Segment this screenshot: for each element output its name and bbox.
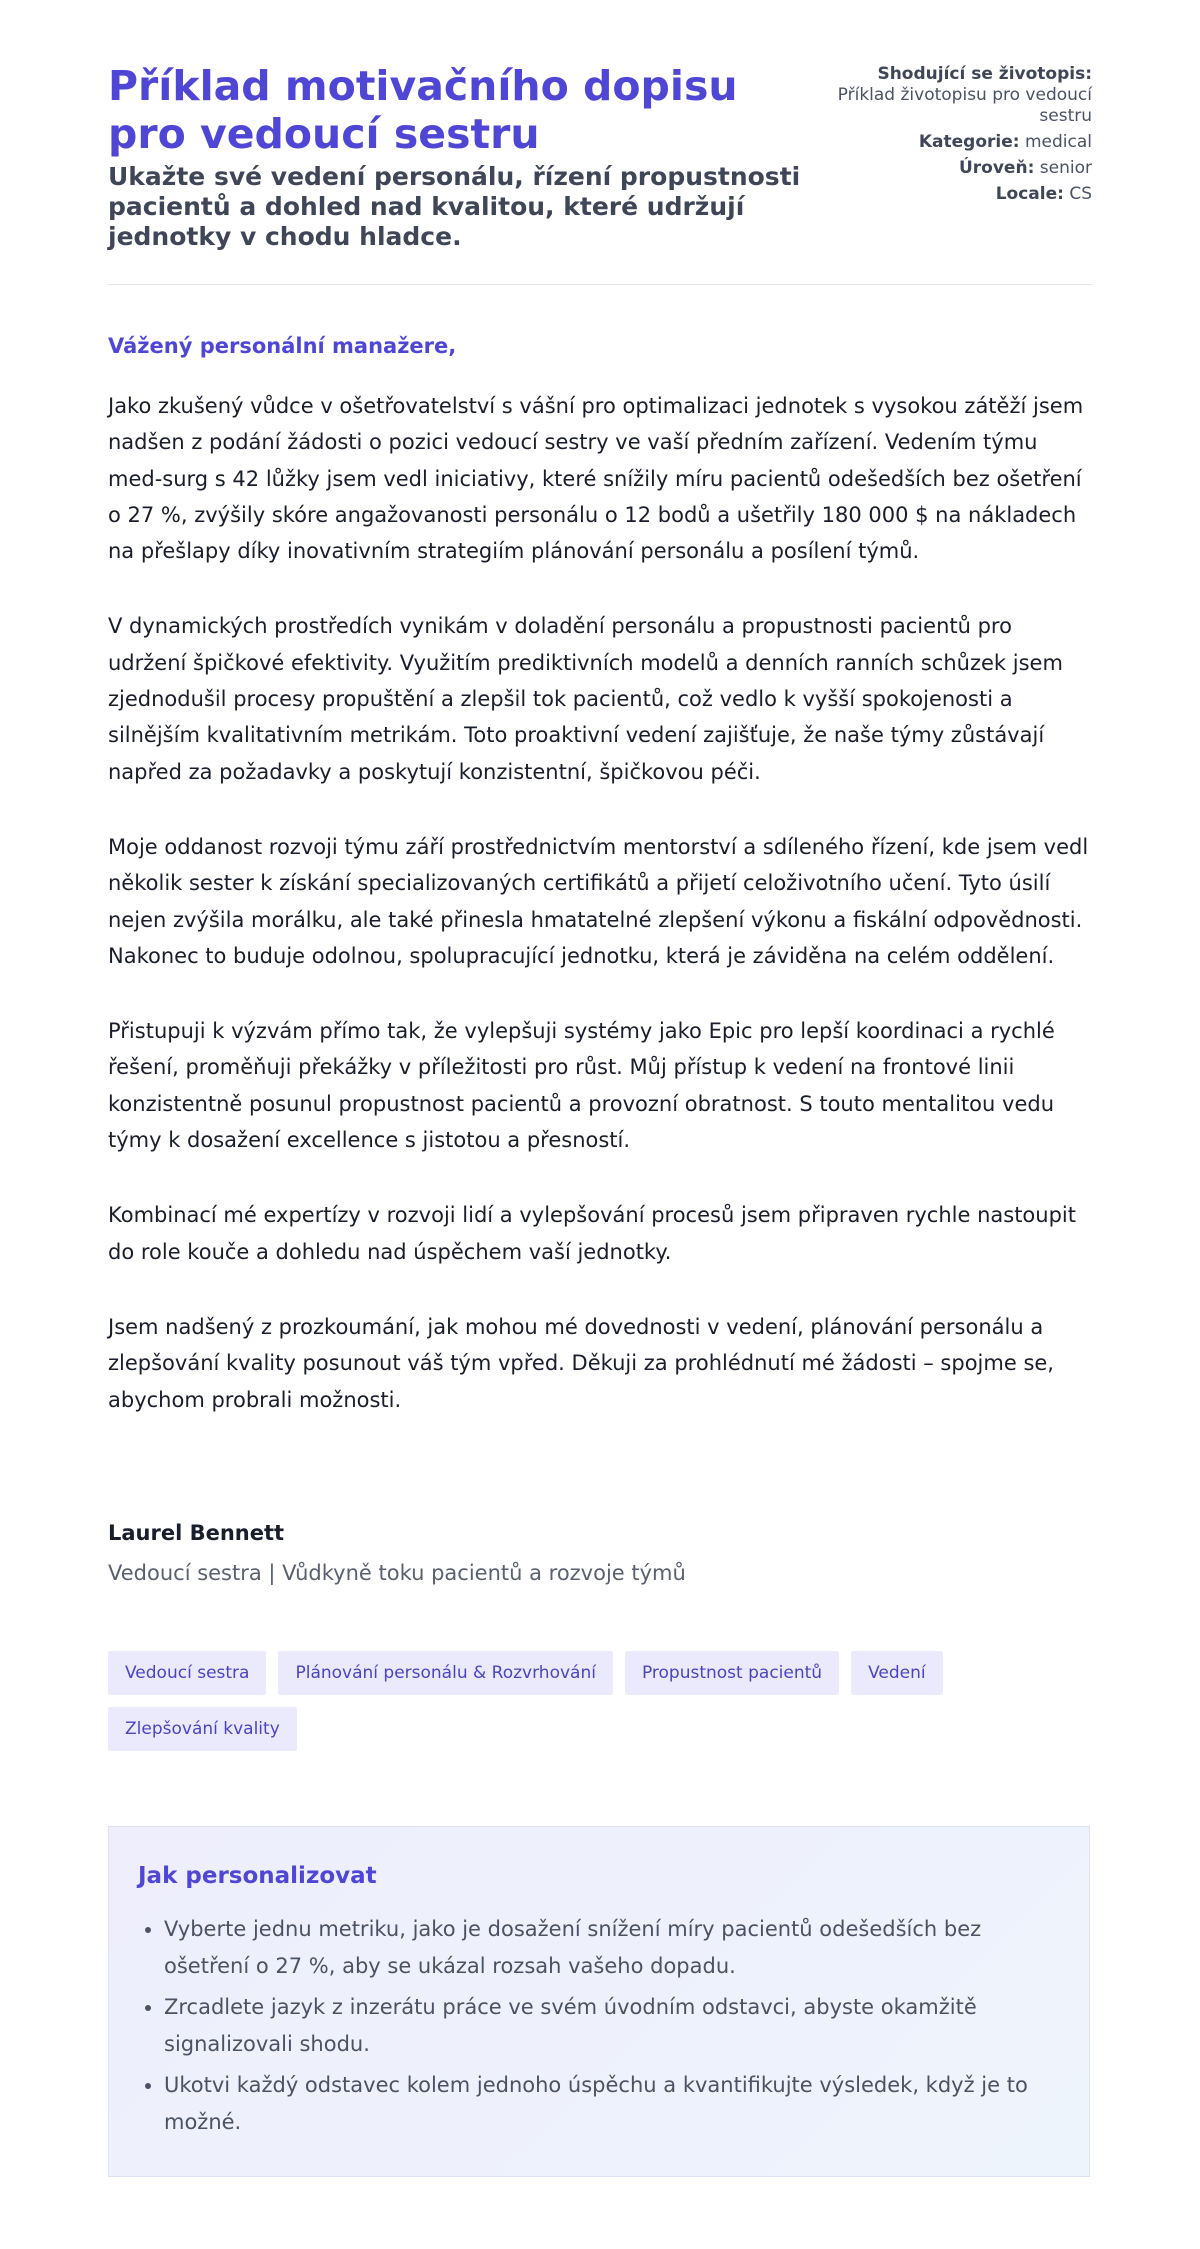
tag-list (108, 1651, 1092, 1751)
meta-category (832, 132, 1092, 153)
meta-resume-label: Shodující se životopis: (877, 64, 1092, 84)
meta-locale (832, 184, 1092, 205)
letter-paragraph: Přistupuji k výzvám přímo tak, že vylepšuji systémy jako Epic pro lepší koordinaci a rychlé řešení, proměňuji překážky v příležitosti pro růst. Můj přístup k vedení na frontové linii konzistentně posunul propustnost pacientů a provozní obratnost. S touto mentalitou vedu týmy k dosažení excellence s jistotou a přesností. (108, 1019, 1055, 1153)
tag[interactable]: Propustnost pacientů (625, 1651, 839, 1695)
letter-paragraph: Jako zkušený vůdce v ošetřovatelství s vášní pro optimalizaci jednotek s vysokou zátěží jsem nadšen z podání žádosti o pozici vedoucí sestry ve vaší předním zařízení. Vedením týmu med-surg s 42 lůžky jsem vedl iniciativy, které snížily míru pacientů odešedších bez ošetření o 27 %, zvýšily skóre angažovanosti personálu o 12 bodů a ušetřily 180 000 $ na nákladech na přešlapy díky inovativním strategiím plánování personálu a posílení týmů. (108, 394, 1084, 564)
meta-panel (832, 64, 1092, 210)
meta-category-label: Kategorie: (918, 132, 1020, 152)
meta-category-value: medical (1024, 132, 1092, 152)
meta-resume (832, 64, 1092, 127)
tag[interactable]: Zlepšování kvality (108, 1707, 297, 1751)
meta-locale-value: CS (1069, 184, 1092, 204)
title-block (108, 62, 828, 252)
tag[interactable]: Plánování personálu & Rozvrhování (278, 1651, 612, 1695)
letter-paragraph: Jsem nadšený z prozkoumání, jak mohou mé dovednosti v vedení, plánování personálu a zlepšování kvality posunout váš tým vpřed. Děkuji za prohlédnutí mé žádosti – spojme se, abychom probrali možnosti. (108, 1314, 1054, 1412)
tag[interactable]: Vedoucí sestra (108, 1651, 266, 1695)
meta-level-label: Úroveň: (958, 158, 1035, 178)
tip-item: • Vyberte jednu metriku, jako je dosažení snížení míry pacientů odešedších bez ošetření o 27 %, aby se ukázal rozsah vašeho dopadu. (164, 1911, 1064, 1984)
meta-level (832, 158, 1092, 179)
tag[interactable]: Vedení (851, 1651, 943, 1695)
meta-resume-link[interactable]: Příklad životopisu pro vedoucí sestru (837, 85, 1092, 126)
signature-name: Laurel Bennett (108, 1521, 285, 1545)
letter-paragraph: Kombinací mé expertízy v rozvoji lidí a vylepšování procesů jsem připraven rychle nastoupit do role kouče a dohledu nad úspěchem vaší jednotky. (108, 1203, 1076, 1264)
page-subtitle: Ukažte své vedení personálu, řízení propustnosti pacientů a dohled nad kvalitou, které udržují jednotky v chodu hladce. (108, 162, 801, 251)
meta-locale-label: Locale: (995, 184, 1064, 204)
letter-paragraph: Moje oddanost rozvoji týmu září prostřednictvím mentorství a sdíleného řízení, kde jsem vedl několik sester k získání specializovaných certifikátů a přijetí celoživotního učení. Tyto úsilí nejen zvýšila morálku, ale také přinesla hmatatelné zlepšení výkonu a fiskální odpovědnosti. Nakonec to buduje odolnou, spolupracující jednotku, která je záviděna na celém oddělení. (108, 834, 1089, 968)
tips-title: Jak personalizovat (138, 1863, 377, 1889)
tip-item: • Zrcadlete jazyk z inzerátu práce ve svém úvodním odstavci, abyste okamžitě signalizovali shodu. (164, 1989, 1064, 2062)
tips-list (138, 1911, 1064, 2145)
personalize-tips-box (108, 1826, 1090, 2177)
page-header (108, 0, 1092, 284)
tip-item: • Ukotvi každý odstavec kolem jednoho úspěchu a kvantifikujte výsledek, když je to možné. (164, 2067, 1064, 2140)
letter-salutation: Vážený personální manažere, (108, 334, 457, 358)
signature-block (108, 1518, 1092, 1588)
meta-level-value: senior (1039, 158, 1092, 178)
header-divider (108, 284, 1092, 285)
signature-role: Vedoucí sestra | Vůdkyně toku pacientů a rozvoje týmů (108, 1561, 686, 1585)
letter-body (108, 388, 1092, 1457)
letter-paragraph: V dynamických prostředích vynikám v doladění personálu a propustnosti pacientů pro udržení špičkové efektivity. Využitím prediktivních modelů a denních ranních schůzek jsem zjednodušil procesy propuštění a zlepšil tok pacientů, což vedlo k vyšší spokojenosti a silnějším kvalitativním metrikám. Toto proaktivní vedení zajišťuje, že naše týmy zůstávají napřed za požadavky a poskytují konzistentní, špičkovou péči. (108, 614, 1063, 784)
page-title: Příklad motivačního dopisu pro vedoucí sestru (108, 62, 738, 158)
